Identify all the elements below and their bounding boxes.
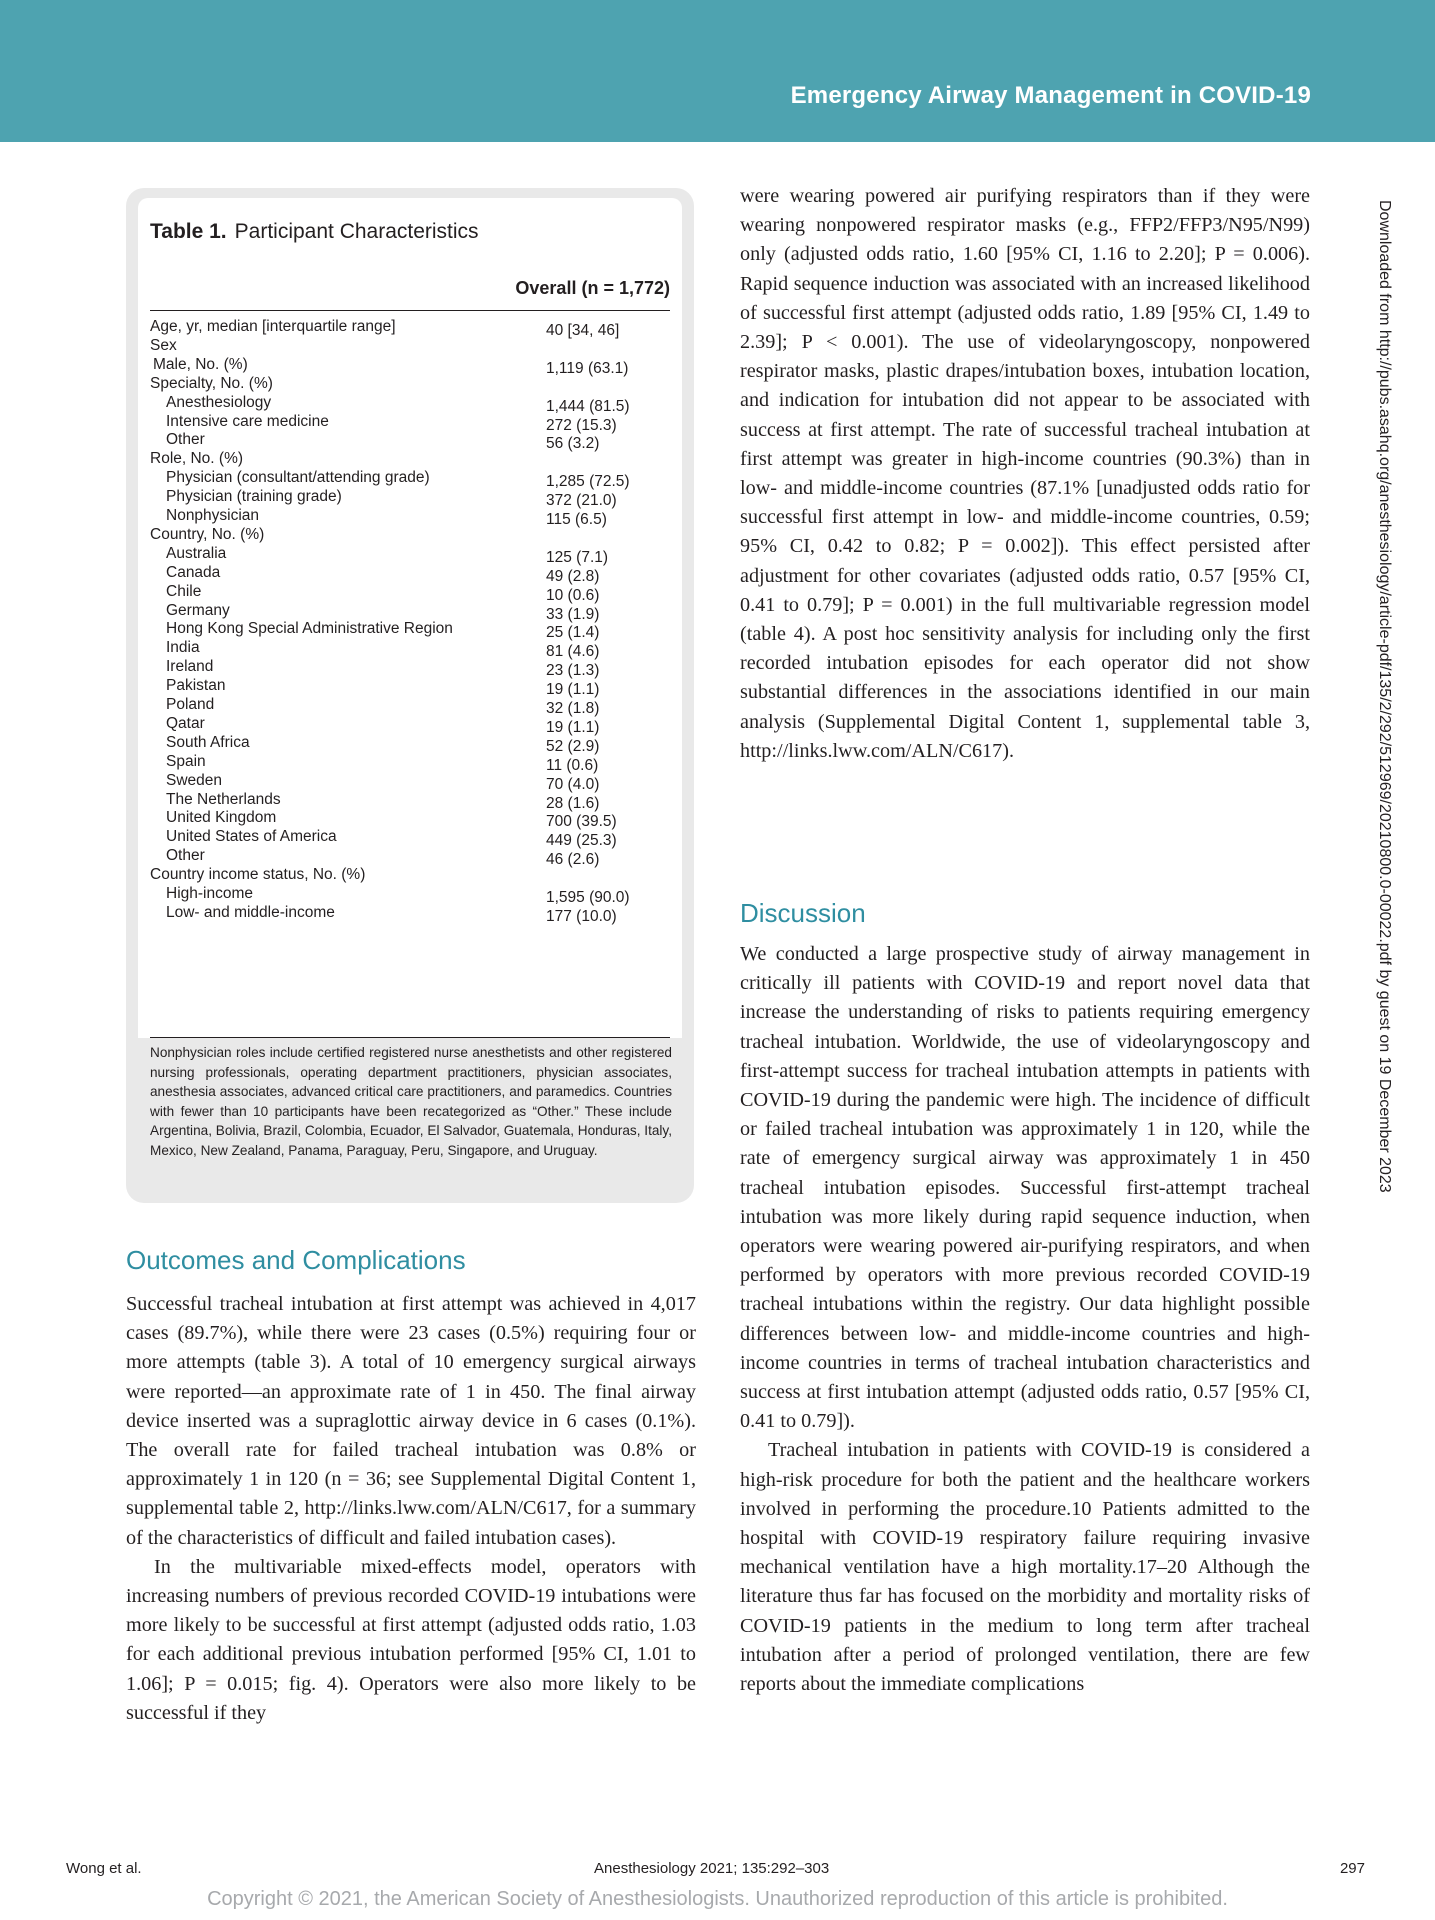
left-column-text [126,1290,696,1728]
table-row-value: 81 (4.6) [546,643,600,661]
table-row-value: 23 (1.3) [546,662,600,680]
table-row-label: United States of America [166,828,337,846]
running-title: Emergency Airway Management in COVID-19 [790,82,1311,109]
table-row-value: 70 (4.0) [546,775,600,793]
table-row-label: Country, No. (%) [150,525,265,543]
table-row-value: 372 (21.0) [546,492,617,510]
table-row-label: Nonphysician [166,507,260,524]
table-row-label: Specialty, No. (%) [150,374,273,392]
paragraph: Tracheal intubation in patients with COVID-19 is considered a high-risk procedure for both the patient and the healthcare workers involved in performing the procedure.10 Patients admitted to the hospital with COVID-19 respiratory failure requiring invasive mechanical ventilation have a high mortality.17–20 Although the literature thus far has focused on the morbidity and mortality risks of COVID-19 patients in the medium to long term after tracheal intubation after a period of prolonged ventilation, there are few reports about the immediate complications [740,1439,1310,1696]
table-row-label: Hong Kong Special Administrative Region [166,620,453,638]
table-row-label: Sweden [166,771,223,789]
table-row-label: Poland [166,696,215,713]
paragraph: were wearing powered air purifying respirators than if they were wearing nonpowered respirator masks (e.g., FFP2/FFP3/N95/N99) only (adjusted odds ratio, 1.60 [95% CI, 1.16 to 2.20]; P = 0.006). Rapid sequence induction was associated with an increased likelihood of successful first attempt (adjusted odds ratio, 1.89 [95% CI, 1.49 to 2.39]; P < 0.001). The use of videolaryngoscopy, nonpowered respirator masks, plastic drapes/intubation boxes, intubation location, and indication for intubation did not appear to be associated with success at first attempt. The rate of successful tracheal intubation at first attempt was greater in high-income countries (90.3%) than in low- and middle-income countries (87.1% [unadjusted odds ratio for successful first attempt in low- and middle-income countries, 0.59; 95% CI, 0.42 to 0.82; P = 0.002]). This effect persisted after adjustment for other covariates (adjusted odds ratio, 0.57 [95% CI, 0.41 to 0.79]; P = 0.001) in the full multivariable regression model (table 4). A post hoc sensitivity analysis for including only the first recorded intubation episodes for each operator did not show substantial differences in the associations identified in our main analysis (Supplemental Digital Content 1, supplemental table 3, http://links.lww.com/ALN/C617). [740,185,1310,762]
table-column-header: Overall (n = 1,772) [515,278,670,298]
table-row-value: 28 (1.6) [546,794,600,812]
copyright-notice: Copyright © 2021, the American Society of Anesthesiologists. Unauthorized reproduction of this article is prohibited. [207,1888,1228,1910]
table-row-value: 40 [34, 46] [546,322,620,339]
table-row-label: Ireland [166,658,214,676]
table-row-label: Qatar [166,714,205,732]
table-row [138,902,682,924]
table-row-label: Australia [166,544,227,562]
table-row-label: The Netherlands [166,790,281,808]
table-row-label: Pakistan [166,677,226,695]
table-row-value: 10 (0.6) [546,586,600,604]
table-row-value: 449 (25.3) [546,832,617,850]
table-row-value: 177 (10.0) [546,907,617,925]
table-row-value: 32 (1.8) [546,700,600,717]
table-body [138,198,682,1038]
table-row-value: 49 (2.8) [546,567,600,585]
table-row-value: 1,285 (72.5) [546,473,630,491]
table-row-value: 11 (0.6) [546,756,599,774]
table-row-value: 19 (1.1) [546,681,600,699]
download-note-text: Downloaded from http://pubs.asahq.org/anesthesiology/article-pdf/135/2/292/512969/20210800.0-00022.pdf by guest on 19 December 2023 [1376,200,1393,1193]
table-row-label: Anesthesiology [166,393,272,411]
table-1 [126,188,694,1203]
table-header-rule [150,310,670,311]
table-row-label: High-income [166,885,254,902]
header-band [0,0,1435,142]
table-row-value: 1,119 (63.1) [546,359,629,377]
table-number: Table 1. [150,220,227,243]
table-row-label: United Kingdom [166,809,277,827]
table-bottom-rule [150,1037,670,1038]
table-footnote: Nonphysician roles include certified registered nurse anesthetists and other registered nursing professionals, operating department practitioners, physician associates, anesthesia associates, advanced critical care practitioners, and paramedics. Countries with fewer than 10 participants have been recategorized as “Other.” These include Argentina, Bolivia, Brazil, Colombia, Ecuador, El Salvador, Guatemala, Honduras, Italy, Mexico, New Zealand, Panama, Paraguay, Peru, Singapore, and Uruguay. [150,1045,672,1158]
table-row-value: 125 (7.1) [546,548,609,566]
table-title [150,220,479,244]
section-heading-discussion: Discussion [740,898,866,928]
table-row-label: Spain [166,752,206,770]
table-row-label: Country income status, No. (%) [150,866,366,884]
download-note [1375,200,1393,1420]
footer-journal: Anesthesiology 2021; 135:292–303 [594,1860,830,1877]
table-row-value: 25 (1.4) [546,624,600,642]
table-row-value: 272 (15.3) [546,416,617,434]
table-row-value: 33 (1.9) [546,605,600,623]
table-row-value: 46 (2.6) [546,851,600,869]
right-column-text-top [740,182,1310,766]
paragraph: In the multivariable mixed-effects model, operators with increasing numbers of previous recorded COVID-19 intubations were more likely to be successful at first attempt (adjusted odds ratio, 1.03 for each additional previous intubation performed [95% CI, 1.01 to 1.06]; P = 0.015; fig. 4). Operators were also more likely to be successful if they [126,1555,696,1724]
table-row-label: Role, No. (%) [150,450,244,468]
table-row-label: Intensive care medicine [166,412,329,430]
table-row-label: Other [166,847,205,865]
table-row-value: 700 (39.5) [546,813,617,831]
table-row-label: India [166,639,200,657]
footer-authors: Wong et al. [66,1860,142,1877]
table-row-value: 19 (1.1) [546,718,600,736]
table-row-label: Physician (training grade) [166,488,342,506]
table-row-label: Germany [166,601,230,619]
table-row-label: Other [166,431,205,449]
paragraph: We conducted a large prospective study of airway management in critically ill patients with COVID-19 and report novel data that increase the understanding of risks to patients requiring emergency tracheal intubation. Worldwide, the use of videolaryngoscopy and first-attempt success for tracheal intubation attempts in patients with COVID-19 during the pandemic were high. The incidence of difficult or failed tracheal intubation was approximately 1 in 120, while the rate of emergency surgical airway was approximately 1 in 450 tracheal intubation episodes. Successful first-attempt tracheal intubation was more likely during rapid sequence induction, when operators were wearing powered air-purifying respirators, and when performed by operators with more previous recorded COVID-19 tracheal intubations within the registry. Our data highlight possible differences between low- and middle-income countries and high-income countries in terms of tracheal intubation characteristics and success at first intubation attempt (adjusted odds ratio, 0.57 [95% CI, 0.41 to 0.79]). [740,943,1310,1433]
right-column-text-bottom [740,940,1310,1699]
table-row-label: Low- and middle-income [166,903,335,921]
table-row-value: 1,595 (90.0) [546,889,630,906]
table-row-value: 52 (2.9) [546,737,600,755]
table-row-label: Sex [150,336,177,354]
table-row-label: Canada [166,563,221,581]
paragraph: Successful tracheal intubation at first attempt was achieved in 4,017 cases (89.7%), while there were 23 cases (0.5%) requiring four or more attempts (table 3). A total of 10 emergency surgical airways were reported—an approximate rate of 1 in 450. The final airway device inserted was a supraglottic airway device in 6 cases (0.1%). The overall rate for failed tracheal intubation was 0.8% or approximately 1 in 120 (n = 36; see Supplemental Digital Content 1, supplemental table 2, http://links.lww.com/ALN/C617, for a summary of the characteristics of difficult and failed intubation cases). [126,1293,696,1549]
table-row-label: Chile [166,582,202,600]
table-row-value: 115 (6.5) [546,511,607,528]
table-caption: Participant Characteristics [234,220,479,243]
table-row-label: Physician (consultant/attending grade) [166,469,430,487]
table-row-value: 1,444 (81.5) [546,397,630,415]
table-row-label: Age, yr, median [interquartile range] [150,318,396,335]
section-heading-outcomes: Outcomes and Complications [126,1245,466,1275]
table-row-label: Male, No. (%) [153,355,248,373]
table-row-value: 56 (3.2) [546,435,600,453]
footer-page-number: 297 [1339,1860,1365,1877]
table-row-label: South Africa [166,733,250,751]
